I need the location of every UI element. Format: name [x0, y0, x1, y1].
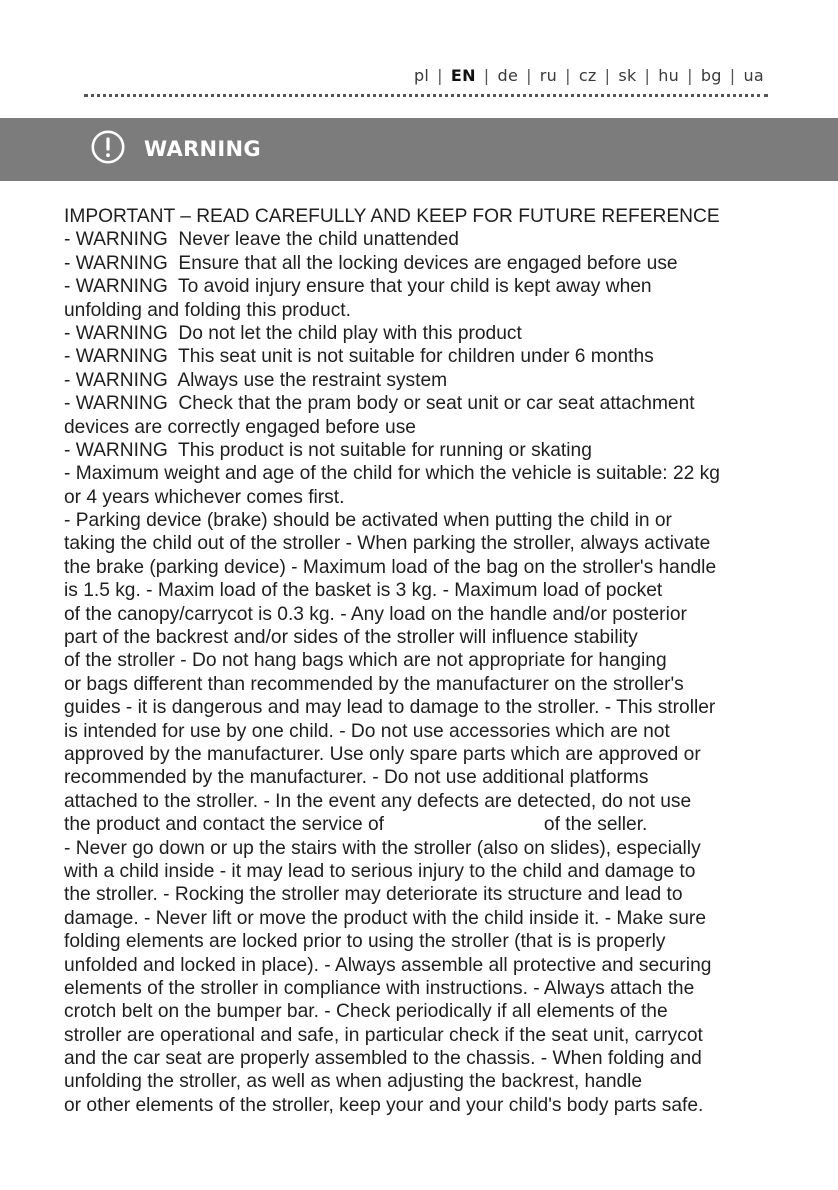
- warning-title: WARNING: [144, 137, 261, 161]
- text-line: crotch belt on the bumper bar. - Check periodically if all elements of the: [64, 1001, 668, 1023]
- text-line: - WARNING This seat unit is not suitable for children under 6 months: [64, 346, 654, 368]
- text-line: - WARNING Never leave the child unattended: [64, 229, 459, 251]
- language-separator: |: [729, 66, 736, 85]
- text-line: or bags different than recommended by the manufacturer on the stroller's: [64, 673, 684, 695]
- text-line: - Maximum weight and age of the child for which the vehicle is suitable: 22 kg: [64, 463, 720, 485]
- language-pl[interactable]: pl: [413, 66, 430, 85]
- language-separator: |: [604, 66, 611, 85]
- text-line: of the stroller - Do not hang bags which are not appropriate for hanging: [64, 650, 667, 672]
- text-line: unfolding and folding this product.: [64, 299, 351, 321]
- text-line: unfolded and locked in place). - Always assemble all protective and securing: [64, 954, 712, 976]
- text-line: IMPORTANT – READ CAREFULLY AND KEEP FOR FUTURE REFERENCE: [64, 206, 720, 227]
- text-line: - Never go down or up the stairs with the stroller (also on slides), especially: [64, 837, 701, 859]
- language-en[interactable]: EN: [450, 66, 476, 85]
- language-separator: |: [687, 66, 693, 85]
- language-sk[interactable]: sk: [618, 66, 637, 85]
- exclamation-circle-icon: [91, 130, 125, 164]
- language-separator: |: [483, 66, 490, 85]
- text-line: the product and contact the service of of the seller.: [64, 814, 648, 836]
- text-line: the stroller. - Rocking the stroller may deteriorate its structure and lead to: [64, 884, 683, 906]
- warning-banner: [0, 118, 838, 181]
- language-ru[interactable]: ru: [539, 66, 558, 85]
- text-line: unfolding the stroller, as well as when adjusting the backrest, handle: [64, 1071, 643, 1093]
- text-line: stroller are operational and safe, in particular check if the seat unit, carrycot: [64, 1024, 703, 1046]
- text-line: - WARNING This product is not suitable for running or skating: [64, 439, 592, 461]
- text-line: - Parking device (brake) should be activated when putting the child in or: [64, 510, 672, 532]
- text-line: - WARNING Do not let the child play with this product: [64, 322, 522, 344]
- text-line: taking the child out of the stroller - When parking the stroller, always activate: [64, 533, 711, 555]
- dotted-divider: [84, 94, 768, 97]
- warning-text-body: [64, 205, 794, 1117]
- language-bg[interactable]: bg: [700, 66, 722, 85]
- text-line: recommended by the manufacturer. - Do not use additional platforms: [64, 767, 649, 789]
- text-line: - WARNING Check that the pram body or seat unit or car seat attachment: [64, 393, 695, 415]
- language-separator: |: [526, 66, 532, 85]
- text-line: - WARNING To avoid injury ensure that your child is kept away when: [64, 276, 652, 298]
- language-separator: |: [437, 66, 443, 85]
- language-ua[interactable]: ua: [743, 66, 764, 85]
- text-line: is 1.5 kg. - Maxim load of the basket is 3 kg. - Maximum load of pocket: [64, 580, 663, 602]
- text-line: devices are correctly engaged before use: [64, 416, 416, 438]
- text-line: with a child inside - it may lead to serious injury to the child and damage to: [64, 860, 696, 882]
- text-line: attached to the stroller. - In the event any defects are detected, do not use: [64, 790, 692, 812]
- text-line: - WARNING Ensure that all the locking devices are engaged before use: [64, 252, 678, 274]
- language-cz[interactable]: cz: [578, 66, 597, 85]
- language-de[interactable]: de: [497, 66, 519, 85]
- text-line: the brake (parking device) - Maximum load of the bag on the stroller's handle: [64, 556, 717, 578]
- text-line: approved by the manufacturer. Use only spare parts which are approved or: [64, 743, 701, 765]
- language-hu[interactable]: hu: [658, 66, 680, 85]
- text-line: part of the backrest and/or sides of the stroller will influence stability: [64, 627, 638, 649]
- text-line: or 4 years whichever comes first.: [64, 486, 345, 508]
- text-line: or other elements of the stroller, keep your and your child's body parts safe.: [64, 1094, 704, 1116]
- language-separator: |: [644, 66, 651, 85]
- text-line: of the canopy/carrycot is 0.3 kg. - Any load on the handle and/or posterior: [64, 603, 687, 625]
- text-line: elements of the stroller in compliance with instructions. - Always attach the: [64, 977, 695, 999]
- text-line: - WARNING Always use the restraint system: [64, 369, 448, 391]
- text-line: damage. - Never lift or move the product with the child inside it. - Make sure: [64, 907, 706, 929]
- text-line: folding elements are locked prior to using the stroller (that is is properly: [64, 931, 666, 953]
- language-separator: |: [565, 66, 571, 85]
- text-line: is intended for use by one child. - Do not use accessories which are not: [64, 720, 670, 742]
- text-line: and the car seat are properly assembled to the chassis. - When folding and: [64, 1048, 702, 1070]
- language-selector: [414, 66, 764, 85]
- text-line: guides - it is dangerous and may lead to damage to the stroller. - This stroller: [64, 697, 716, 719]
